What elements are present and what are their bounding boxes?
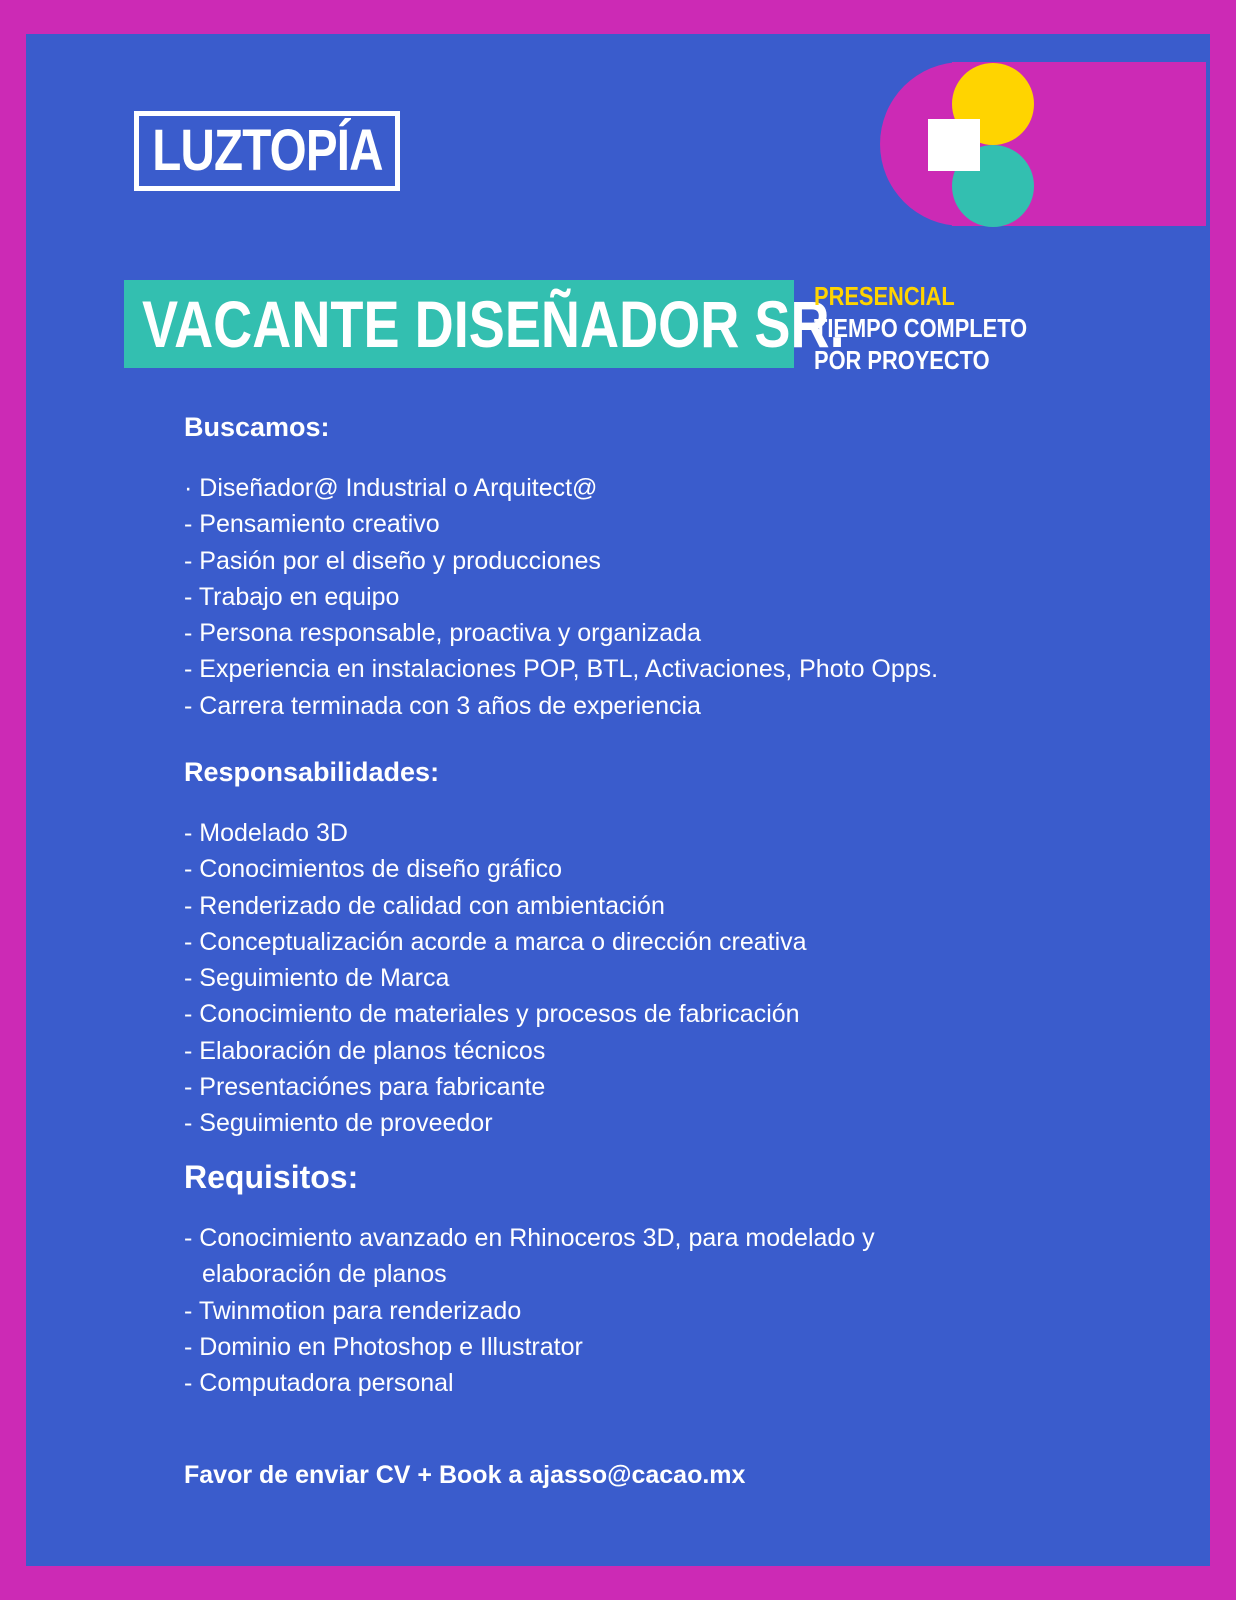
list-item: - Trabajo en equipo: [184, 582, 400, 611]
list-item: - Computadora personal: [184, 1369, 454, 1398]
brand-logo-text: LUZTOPÍA: [151, 118, 383, 183]
brand-logo: [134, 111, 400, 191]
section-title: Requisitos:: [184, 1159, 359, 1195]
decorative-shapes-icon: [880, 62, 1206, 228]
job-title-banner: [124, 280, 845, 368]
list-item-continuation: elaboración de planos: [202, 1260, 447, 1289]
list-item: - Modelado 3D: [184, 819, 348, 847]
contact-cta: Favor de enviar CV + Book a ajasso@cacao.mx: [184, 1461, 746, 1489]
list-item: - Conocimiento de materiales y procesos de fabricación: [184, 1000, 800, 1029]
tag-contract: POR PROYECTO: [814, 345, 990, 375]
list-item: - Pasión por el diseño y producciones: [184, 546, 601, 575]
list-item: - Dominio en Photoshop e Illustrator: [184, 1332, 583, 1361]
section-responsabilidades: [184, 755, 807, 1142]
list-item: - Elaboración de planos técnicos: [184, 1036, 546, 1065]
list-item: - Twinmotion para renderizado: [184, 1296, 522, 1325]
section-requisitos: [184, 1160, 875, 1401]
list-item: - Conocimientos de diseño gráfico: [184, 855, 562, 884]
list-item: - Carrera terminada con 3 años de experiencia: [184, 691, 701, 720]
list-item: - Seguimiento de Marca: [184, 964, 450, 993]
list-item: - Presentaciónes para fabricante: [184, 1073, 546, 1102]
job-title: VACANTE DISEÑADOR SR.: [142, 287, 845, 361]
list-item: - Experiencia en instalaciones POP, BTL, Activaciones, Photo Opps.: [184, 655, 939, 684]
list-item: - Persona responsable, proactiva y organizada: [184, 619, 701, 648]
tag-modality: PRESENCIAL: [814, 281, 955, 311]
list-item: - Pensamiento creativo: [184, 510, 440, 539]
list-item: - Conceptualización acorde a marca o dirección creativa: [184, 927, 807, 956]
list-item: - Renderizado de calidad con ambientación: [184, 891, 665, 920]
list-item: - Seguimiento de proveedor: [184, 1109, 493, 1138]
section-title: Buscamos:: [184, 412, 330, 442]
section-title: Responsabilidades:: [184, 757, 440, 787]
list-item: · Diseñador@ Industrial o Arquitect@: [184, 474, 598, 502]
section-buscamos: [184, 410, 938, 724]
job-tags: [814, 280, 1027, 376]
list-item: - Conocimiento avanzado en Rhinoceros 3D, para modelado y: [184, 1224, 875, 1252]
tag-schedule: TIEMPO COMPLETO: [814, 313, 1028, 343]
